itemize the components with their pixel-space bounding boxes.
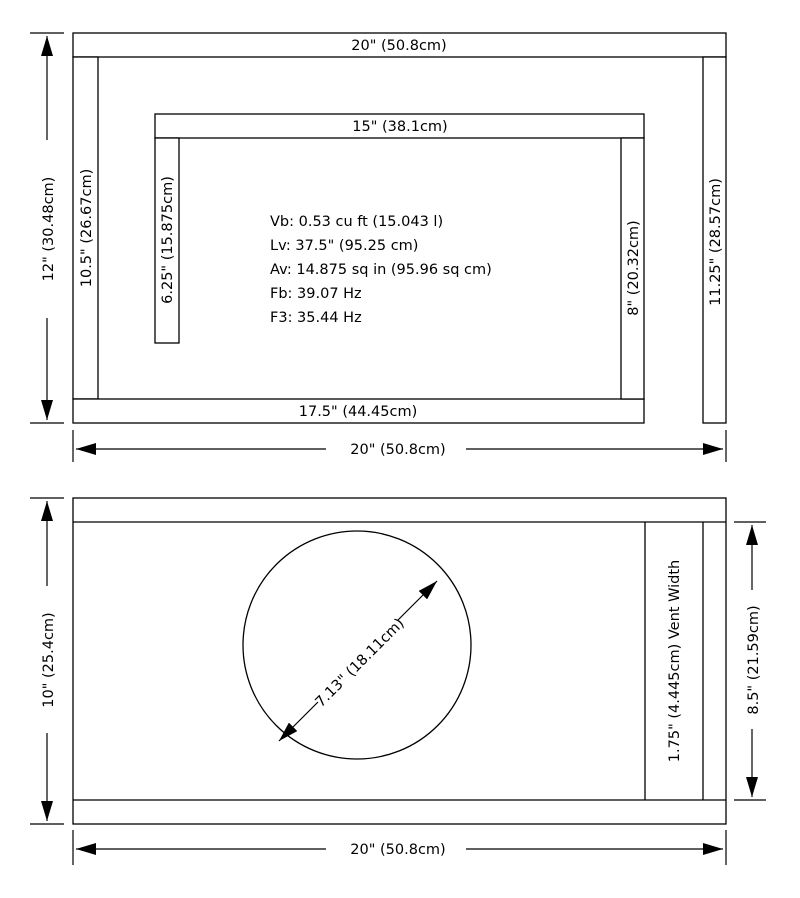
- top-width-label: 20" (50.8cm): [350, 442, 446, 458]
- bottom-panel-label: 17.5" (44.45cm): [298, 404, 418, 420]
- spec-lv: Lv: 37.5" (95.25 cm): [270, 238, 419, 254]
- right-panel-label: 11.25" (28.57cm): [708, 178, 724, 306]
- front-inner-height-dimension: [734, 522, 766, 800]
- driver-diameter-label: 7.13" (18.11cm): [312, 615, 408, 711]
- front-height-label: 10" (25.4cm): [41, 612, 57, 708]
- vent-width-label: 1.75" (4.445cm) Vent Width: [667, 559, 683, 763]
- spec-vb: Vb: 0.53 cu ft (15.043 l): [270, 214, 444, 230]
- top-height-label: 12" (30.48cm): [41, 176, 57, 282]
- left-panel-label: 10.5" (26.67cm): [79, 168, 95, 288]
- front-width-dimension: [73, 830, 726, 865]
- front-view: [30, 498, 766, 865]
- top-height-dimension: [30, 33, 64, 423]
- inner-left-panel-label: 6.25" (15.875cm): [160, 176, 176, 304]
- front-width-label: 20" (50.8cm): [350, 842, 446, 858]
- top-width-dimension: [73, 430, 726, 462]
- inner-right-panel-label: 8" (20.32cm): [626, 220, 642, 316]
- specs-block: [270, 214, 492, 326]
- front-inner-height-label: 8.5" (21.59cm): [746, 605, 762, 715]
- top-view: [30, 33, 726, 462]
- front-outer-box: [73, 498, 726, 824]
- spec-av: Av: 14.875 sq in (95.96 sq cm): [270, 262, 492, 278]
- front-height-dimension: [30, 498, 64, 824]
- inner-top-panel-label: 15" (38.1cm): [352, 119, 448, 135]
- spec-fb: Fb: 39.07 Hz: [270, 286, 362, 302]
- spec-f3: F3: 35.44 Hz: [270, 310, 362, 326]
- outer-top-panel-label: 20" (50.8cm): [351, 38, 447, 54]
